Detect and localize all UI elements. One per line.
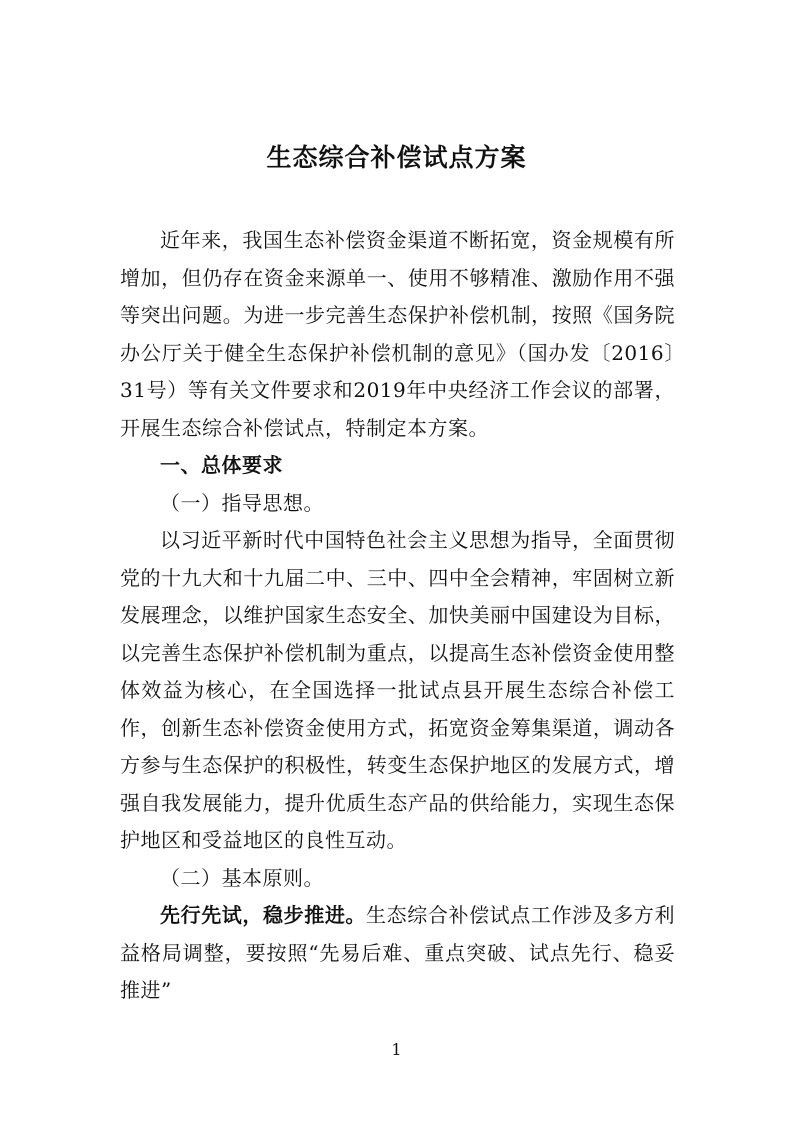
subsection-heading-guiding-ideology: （一）指导思想。 [160, 490, 324, 515]
document-body [120, 222, 675, 1010]
guiding-ideology-paragraph: 以习近平新时代中国特色社会主义思想为指导，全面贯彻党的十九大和十九届二中、三中、四中全会精神，牢固树立新发展理念，以维护国家生态安全、加快美丽中国建设为目标，以完善生态保护补偿机制为重点，以提高生态补偿资金使用整体效益为核心，在全国选择一批试点县开展生态综合补偿工作，创新生态补偿资金使用方式，拓宽资金筹集渠道，调动各方参与生态保护的积极性，转变生态保护地区的发展方式，增强自我发展能力，提升优质生态产品的供给能力，实现生态保护地区和受益地区的良性互动。 [120, 528, 675, 852]
subsection-heading-basic-principles: （二）基本原则。 [160, 865, 324, 890]
page-number: 1 [391, 1040, 402, 1059]
section-heading-general-requirements: 一、总体要求 [160, 453, 283, 477]
intro-paragraph: 近年来，我国生态补偿资金渠道不断拓宽，资金规模有所增加，但仍存在资金来源单一、使用不够精准、激励作用不强等突出问题。为进一步完善生态保护补偿机制，按照《国务院办公厅关于健全生态保护补偿机制的意见》（国办发〔2016〕31号）等有关文件要求和2019年中央经济工作会议的部署，开展生态综合补偿试点，特制定本方案。 [120, 228, 675, 440]
document-title: 生态综合补偿试点方案 [266, 143, 527, 172]
principle-text: 生态综合补偿试点工作涉及多方利益格局调整，要按照“先易后难、重点突破、试点先行、稳妥推进” [120, 903, 676, 1002]
principle-paragraph [120, 897, 675, 1010]
principle-lead: 先行先试，稳步推进。 [160, 903, 367, 927]
